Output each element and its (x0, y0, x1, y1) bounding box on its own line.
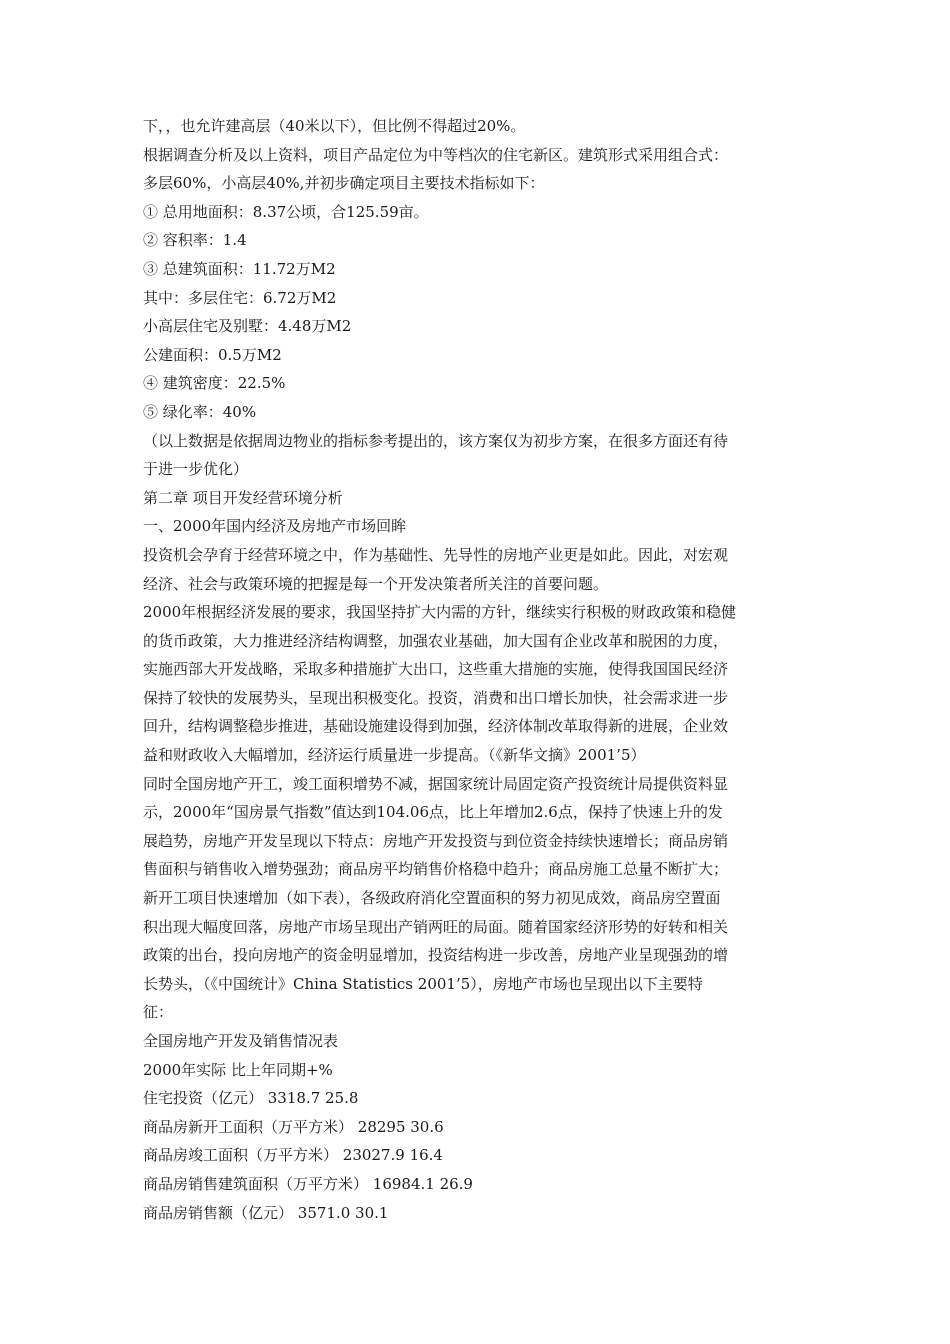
text-line: 的货币政策，大力推进经济结构调整，加强农业基础，加大国有企业改革和脱困的力度， (143, 631, 729, 650)
table-row: 商品房竣工面积（万平方米） 23027.9 16.4 (143, 1146, 443, 1165)
indicator-public-building: 公建面积：0.5万M2 (143, 345, 282, 364)
text-line: 展趋势，房地产开发呈现以下特点：房地产开发投资与到位资金持续快速增长；商品房销 (143, 831, 729, 850)
indicator-land-area: ① 总用地面积：8.37公顷，合125.59亩。 (143, 202, 429, 221)
indicator-building-density: ④ 建筑密度：22.5% (143, 374, 286, 393)
text-line: 保持了较快的发展势头，呈现出积极变化。投资，消费和出口增长加快，社会需求进一步 (143, 688, 729, 707)
table-row: 住宅投资（亿元） 3318.7 25.8 (143, 1089, 359, 1108)
chapter-heading: 第二章 项目开发经营环境分析 (143, 488, 343, 507)
text-line: 长势头，（《中国统计》China Statistics 2001’5），房地产市场也呈现出以下主要特 (143, 974, 703, 993)
text-line: 益和财政收入大幅增加，经济运行质量进一步提高。（《新华文摘》2001’5） (143, 746, 646, 765)
indicator-small-highrise: 小高层住宅及别墅：4.48万M2 (143, 317, 352, 336)
table-row: 商品房销售额（亿元） 3571.0 30.1 (143, 1203, 389, 1222)
indicator-multistory-residential: 其中：多层住宅：6.72万M2 (143, 288, 337, 307)
indicator-plot-ratio: ② 容积率：1.4 (143, 231, 247, 250)
text-line: 下，，也允许建高层（40米以下），但比例不得超过20%。 (143, 117, 526, 135)
text-line: 征： (143, 1003, 174, 1022)
indicator-total-floor-area: ③ 总建筑面积：11.72万M2 (143, 259, 336, 278)
text-line: 于进一步优化） (143, 460, 249, 479)
text-line: 经济、社会与政策环境的把握是每一个开发决策者所关注的首要问题。 (143, 574, 609, 593)
table-header-row: 2000年实际 比上年同期+% (143, 1060, 333, 1079)
text-line: 实施西部大开发战略，采取多种措施扩大出口，这些重大措施的实施，使得我国国民经济 (143, 660, 729, 679)
text-line: 多层60%，小高层40%,并初步确定项目主要技术指标如下： (143, 174, 545, 193)
text-line: 新开工项目快速增加（如下表），各级政府消化空置面积的努力初见成效，商品房空置面 (143, 889, 721, 908)
text-line: （以上数据是依据周边物业的指标参考提出的，该方案仅为初步方案，在很多方面还有待 (143, 431, 729, 450)
section-heading: 一、2000年国内经济及房地产市场回眸 (143, 517, 407, 536)
table-title: 全国房地产开发及销售情况表 (143, 1032, 339, 1050)
text-line: 积出现大幅度回落，房地产市场呈现出产销两旺的局面。随着国家经济形势的好转和相关 (143, 917, 729, 936)
document-page (143, 112, 808, 1227)
text-line: 同时全国房地产开工，竣工面积增势不减，据国家统计局固定资产投资统计局提供资料显 (143, 774, 729, 793)
text-line: 根据调查分析及以上资料，项目产品定位为中等档次的住宅新区。建筑形式采用组合式： (143, 145, 729, 164)
text-line: 回升，结构调整稳步推进，基础设施建设得到加强，经济体制改革取得新的进展，企业效 (143, 717, 729, 736)
text-line: 售面积与销售收入增势强劲；商品房平均销售价格稳中趋升；商品房施工总量不断扩大； (143, 860, 729, 879)
text-line: 投资机会孕育于经营环境之中，作为基础性、先导性的房地产业更是如此。因此，对宏观 (143, 545, 729, 564)
table-row: 商品房销售建筑面积（万平方米） 16984.1 26.9 (143, 1174, 473, 1193)
table-row: 商品房新开工面积（万平方米） 28295 30.6 (143, 1117, 444, 1136)
text-line: 政策的出台，投向房地产的资金明显增加，投资结构进一步改善，房地产业呈现强劲的增 (143, 946, 729, 965)
text-line: 2000年根据经济发展的要求，我国坚持扩大内需的方针，继续实行积极的财政政策和稳健 (143, 603, 737, 622)
text-line: 示，2000年“国房景气指数”值达到104.06点，比上年增加2.6点，保持了快速上升的发 (143, 803, 723, 822)
indicator-greening-rate: ⑤ 绿化率：40% (143, 402, 257, 421)
